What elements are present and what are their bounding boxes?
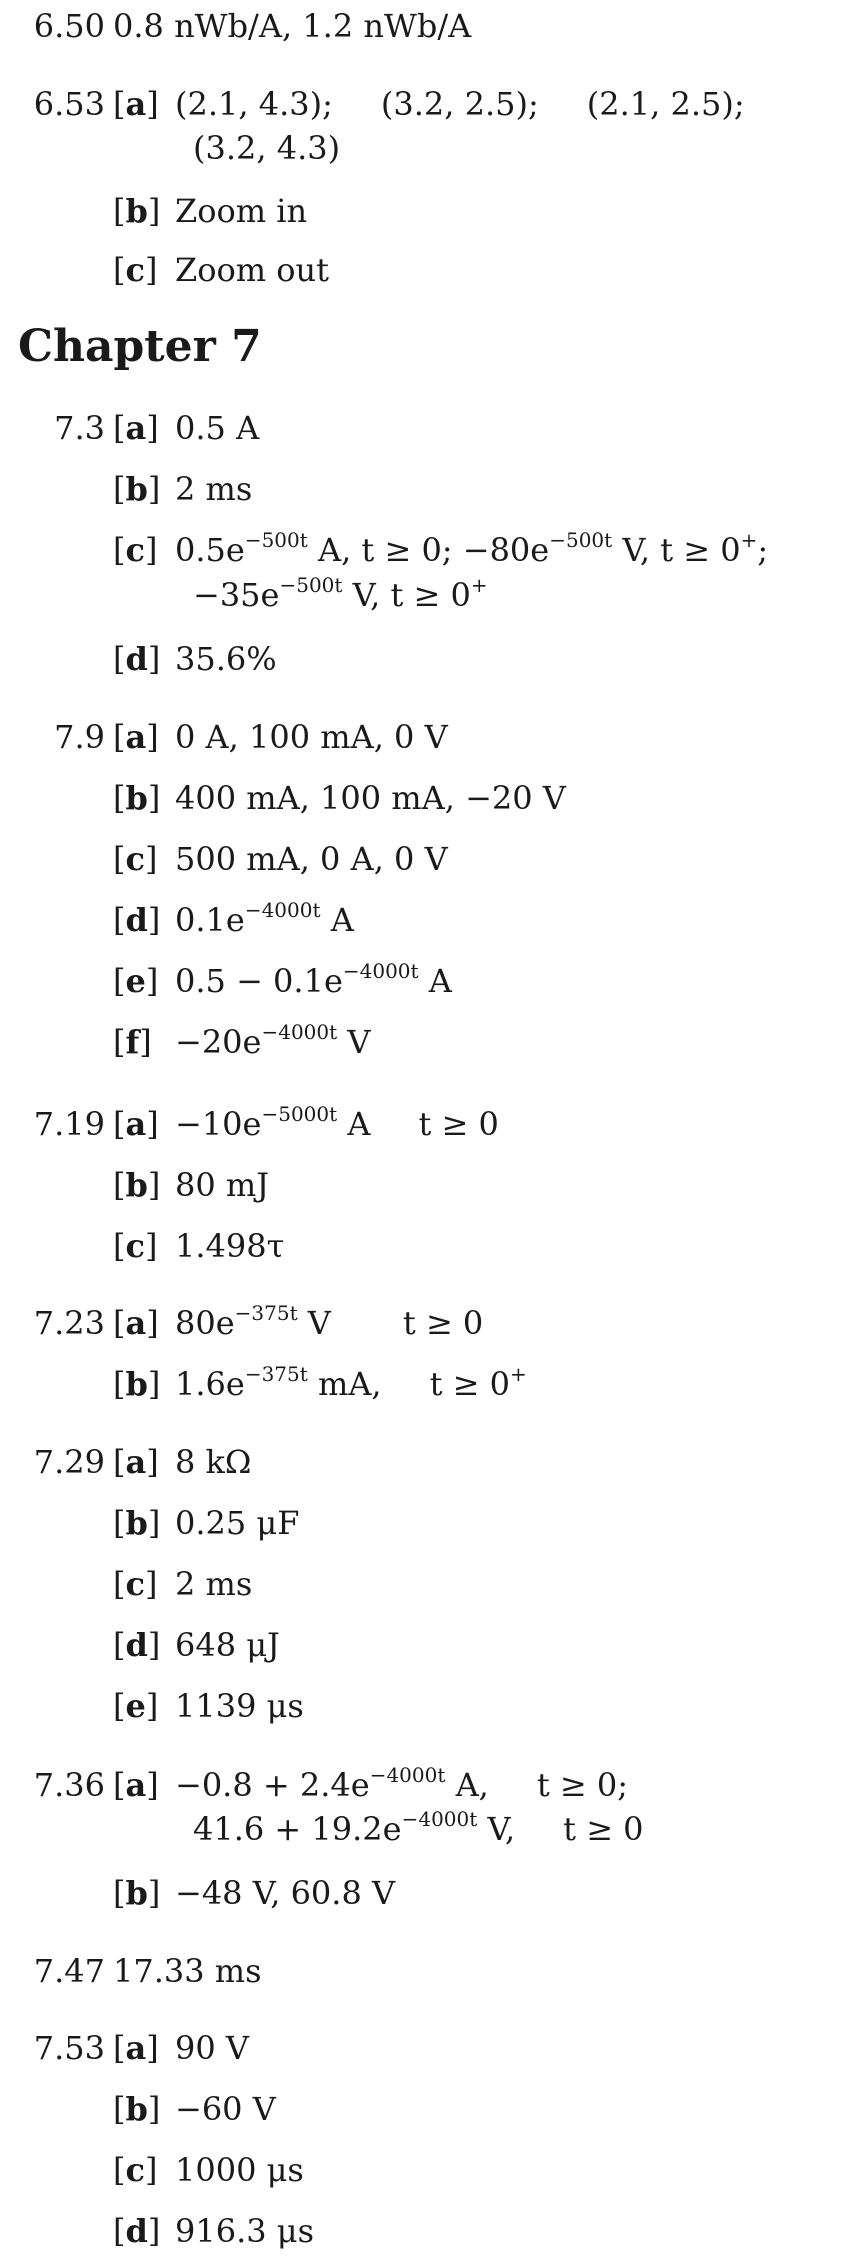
part-b: [b] 2 ms [113,470,253,508]
problem-number: 7.19 [33,1105,105,1143]
part-a: $[a] -10e^{-5000t}$ A t ≥ 0 [113,1102,499,1143]
part-d: [d] 916.3 μs [113,2212,314,2250]
part-b: [b] −60 V [113,2090,276,2128]
part-label: [a] [113,85,159,123]
part-a: $[a] -0.8 + 2.4e^{-4000t}$ A, t ≥ 0; [113,1763,628,1804]
part-c: [c] 2 ms [113,1565,253,1603]
part-b: [b] 400 mA, 100 mA, −20 V [113,779,566,817]
answer-c: 1.498τ [175,1227,285,1265]
answer-b: −60 V [175,2090,276,2128]
answer-e: $0.5 - 0.1e^{-4000t}$ A [175,959,452,1000]
part-d: [d] 35.6% [113,640,277,678]
problem-number: 6.53 [33,85,105,123]
answer-a-3: (2.1, 2.5); [586,85,745,123]
part-c [113,252,329,289]
answer-d: 35.6% [175,640,277,678]
answer-c: Zoom out [175,251,330,289]
answer-a-cont: $41.6 + 19.2e^{-4000t}$ V, t ≥ 0 [193,1807,644,1848]
answer: 17.33 ms [113,1952,262,1990]
part-label: [b] [113,192,161,230]
part-b [113,193,307,230]
answer: 0.8 nWb/A, 1.2 nWb/A [113,7,472,45]
answer-b: 400 mA, 100 mA, −20 V [175,779,566,817]
problem-number: 7.53 [33,2029,105,2067]
part-c: [c] 1.498τ [113,1227,285,1265]
problem-number: 7.47 [33,1952,105,1990]
answer-c: 500 mA, 0 A, 0 V [175,840,448,878]
answer-b: Zoom in [175,192,308,230]
answer-a-cont: (3.2, 4.3) [193,129,341,167]
part-c: [c] 500 mA, 0 A, 0 V [113,840,448,878]
answer-d: 648 μJ [175,1626,280,1664]
part-b: [b] 80 mJ [113,1166,270,1204]
problem-number: 7.3 [54,409,105,447]
answer-a: 0 A, 100 mA, 0 V [175,718,448,756]
problem-number: 6.50 [33,7,105,45]
answer-c: 2 ms [175,1565,253,1603]
answer-a: $-10e^{-5000t}$ A t ≥ 0 [175,1102,499,1143]
part-a: [a] 0.5 A [113,409,260,447]
part-a: [a] 0 A, 100 mA, 0 V [113,718,448,756]
chapter-heading: Chapter 7 [18,321,262,372]
part-d: [d] 648 μJ [113,1626,280,1664]
part-a: [a] 8 kΩ [113,1443,252,1481]
part-d: [d] $0.1e^{-4000t}$ A [113,898,354,939]
answer-a-2: (3.2, 2.5); [380,85,539,123]
answer-a: 8 kΩ [175,1443,252,1481]
part-b: [b] −48 V, 60.8 V [113,1874,396,1912]
answer-c: $0.5e^{-500t}$ A, t ≥ 0; $-80e^{-500t}$ V, t ≥ 0+; [175,528,769,569]
part-e: [e] $0.5 - 0.1e^{-4000t}$ A [113,959,452,1000]
answer-a: $80e^{-375t}$ V t ≥ 0 [175,1301,484,1342]
answer-f: $-20e^{-4000t}$ V [175,1020,371,1061]
answer-b: 2 ms [175,470,253,508]
answer-c-cont: $-35e^{-500t}$ V, t ≥ 0+ [193,573,488,614]
answer-a: 90 V [175,2029,249,2067]
answer-c: 1000 μs [175,2151,304,2189]
answer-b: −48 V, 60.8 V [175,1874,396,1912]
problem-number: 7.29 [33,1443,105,1481]
answer-a: $-0.8 + 2.4e^{-4000t}$ A, t ≥ 0; [175,1763,628,1804]
part-c: [c] $0.5e^{-500t}$ A, t ≥ 0; $-80e^{-500t}$ V, t ≥ 0+; [113,528,769,569]
part-a: [a] 90 V [113,2029,249,2067]
answer-a: 0.5 A [175,409,260,447]
problem-number: 7.9 [54,718,105,756]
answer-d: 916.3 μs [175,2212,314,2250]
answer-e: 1139 μs [175,1687,304,1725]
part-f: $[f] -20e^{-4000t}$ V [113,1020,371,1061]
answer-a-1: (2.1, 4.3); [175,85,333,123]
part-b: [b] 0.25 μF [113,1504,300,1542]
part-a: [a] $80e^{-375t}$ V t ≥ 0 [113,1301,484,1342]
problem-number: 7.36 [33,1766,105,1804]
answer-b: $1.6e^{-375t}$ mA, t ≥ 0+ [175,1362,527,1403]
part-a [113,86,745,123]
part-label: [c] [113,251,158,289]
part-e: [e] 1139 μs [113,1687,304,1725]
answer-d: $0.1e^{-4000t}$ A [175,898,354,939]
answer-b: 80 mJ [175,1166,270,1204]
part-b: [b] $1.6e^{-375t}$ mA, t ≥ 0+ [113,1362,527,1403]
problem-number: 7.23 [33,1304,105,1342]
part-c: [c] 1000 μs [113,2151,304,2189]
answer-b: 0.25 μF [175,1504,300,1542]
